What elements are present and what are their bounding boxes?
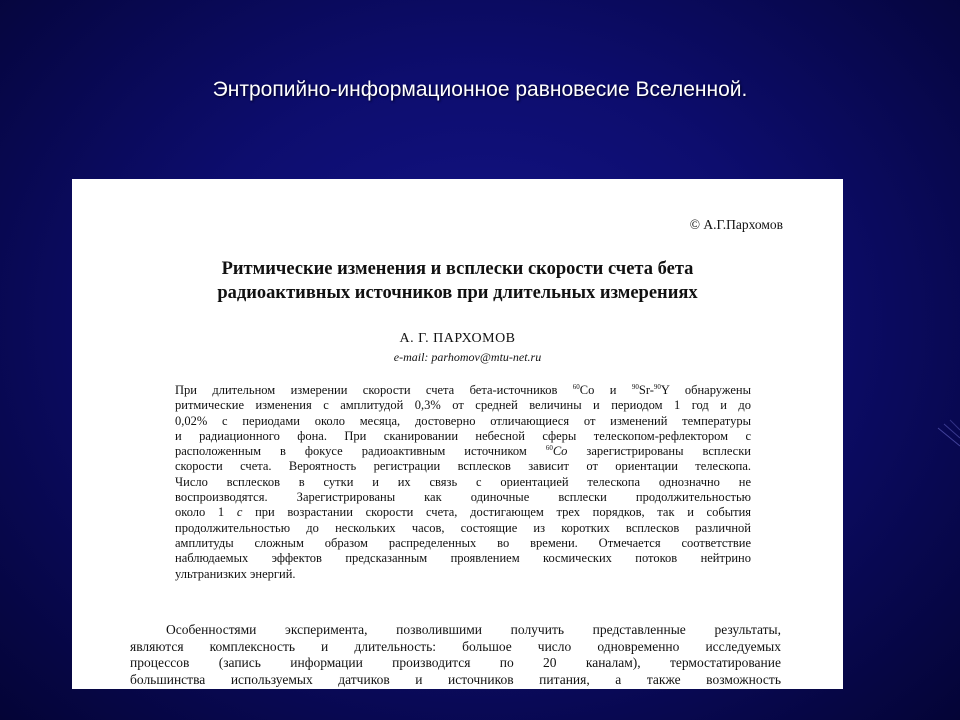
abstract-line: амплитуды сложным образом распределенных во времени. Отмечается соответствие [175, 535, 751, 550]
abstract-line: При длительном измерении скорости счета бета-источников $^{60}$Co и $^{90}$Sr-$^{90}$Y обнаружены [175, 382, 751, 397]
abstract-line: 0,02% с периодами около месяца, достоверно отличающиеся от изменений температуры [175, 413, 751, 428]
abstract-line: ультранизких энергий. [175, 566, 296, 581]
document-page [72, 179, 843, 689]
author-name: А. Г. ПАРХОМОВ [399, 331, 516, 346]
abstract-line: около 1 c при возрастании скорости счета, достигающем трех порядков, так и события [175, 505, 752, 520]
abstract-line: Число всплесков в сутки и их связь с ориентацией телескопа однозначно не [175, 474, 751, 489]
body-line: большинства используемых датчиков и источников питания, а также возможность [130, 671, 781, 687]
paper-title-line-2: радиоактивных источников при длительных измерениях [217, 283, 698, 303]
body-paragraph [130, 622, 781, 688]
paper-title-line-1: Ритмические изменения и всплески скорости счета бета [221, 259, 694, 279]
abstract [175, 383, 751, 582]
paper-title [72, 257, 843, 305]
copyright-notice: © А.Г.Пархомов [689, 217, 783, 232]
abstract-line: и радиационного фона. При сканировании небесной сферы телескопом-рефлектором с [175, 428, 751, 443]
abstract-line: наблюдаемых эффектов предсказанным проявлением космических потоков нейтрино [175, 551, 751, 566]
body-line: процессов (запись информации производится по 20 каналам), термостатирование [130, 655, 781, 670]
abstract-line: скорости счета. Вероятность регистрации всплесков зависит от ориентации телескопа. [175, 459, 751, 474]
body-line: Особенностями эксперимента, позволившими получить представленные результаты, [166, 622, 781, 637]
author-email: e-mail: parhomov@mtu-net.ru [393, 350, 542, 364]
abstract-line: расположенным в фокусе радиоактивным источником $^{60}$Co зарегистрированы всплески [175, 444, 751, 459]
slide-title: Энтропийно-информационное равновесие Вселенной. [212, 78, 748, 101]
body-line: являются комплексность и длительность: большое число одновременно исследуемых [130, 638, 781, 654]
abstract-line: продолжительностью до нескольких часов, состоящие из коротких всплесков различной [175, 520, 751, 535]
abstract-line: ритмические изменения с амплитудой 0,3% от средней величины и периодом 1 год и до [175, 398, 751, 413]
abstract-line: воспроизводятся. Зарегистрированы как одиночные всплески продолжительностью [175, 490, 751, 505]
